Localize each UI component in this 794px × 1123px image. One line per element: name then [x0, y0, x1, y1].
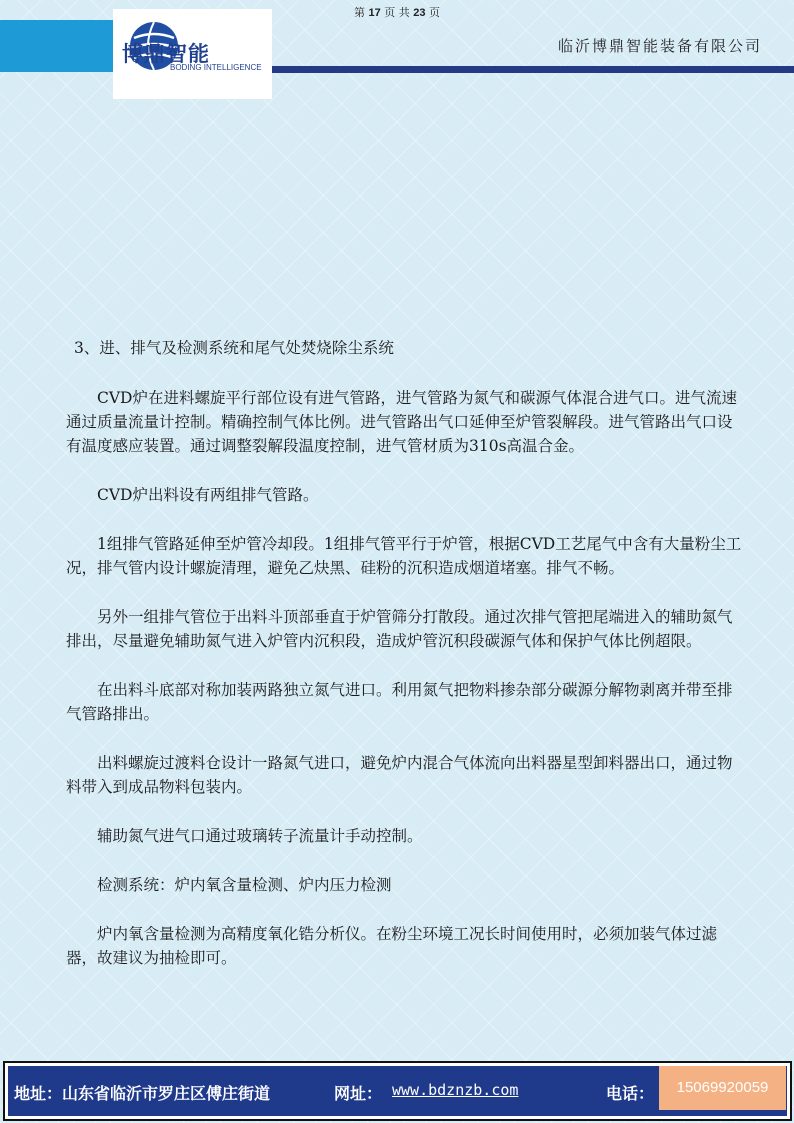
logo-english-text: BODING INTELLIGENCE — [170, 63, 262, 72]
paragraph: 出料螺旋过渡料仓设计一路氮气进口，避免炉内混合气体流向出料器星型卸料器出口，通过物料带入到成品物料包装内。 — [66, 754, 733, 796]
footer-phone-number: 15069920059 — [659, 1066, 786, 1110]
page-counter-suffix: 页 — [429, 6, 440, 19]
paragraph: 辅助氮气进气口通过玻璃转子流量计手动控制。 — [97, 827, 423, 845]
footer-phone-label: 电话： — [606, 1084, 655, 1103]
paragraph: 炉内氧含量检测为高精度氧化锆分析仪。在粉尘环境工况长时间使用时，必须加装气体过滤器，故建议为抽检即可。 — [66, 925, 718, 967]
footer-website-link[interactable]: www.bdznzb.com — [392, 1081, 519, 1099]
paragraph: CVD炉在进料螺旋平行部位设有进气管路，进气管路为氮气和碳源气体混合进气口。进气流速通过质量流量计控制。精确控制气体比例。进气管路出气口延伸至炉管裂解段。进气管路出气口设有温度感应装置。通过调整裂解段温度控制，进气管材质为310s高温合金。 — [66, 389, 737, 455]
footer-website-label: 网址： — [334, 1084, 383, 1103]
paragraph: 检测系统：炉内氧含量检测、炉内压力检测 — [97, 876, 392, 894]
paragraph: 在出料斗底部对称加装两路独立氮气进口。利用氮气把物料掺杂部分碳源分解物剥离并带至排气管路排出。 — [66, 681, 733, 723]
logo-chinese-text: 博鼎智能 — [122, 42, 210, 66]
paragraph: 另外一组排气管位于出料斗顶部垂直于炉管筛分打散段。通过次排气管把尾端进入的辅助氮气排出，尽量避免辅助氮气进入炉管内沉积段，造成炉管沉积段碳源气体和保护气体比例超限。 — [66, 608, 733, 650]
section-heading: 3、进、排气及检测系统和尾气处焚烧除尘系统 — [74, 339, 394, 357]
document-body — [66, 336, 746, 995]
company-name: 临沂博鼎智能装备有限公司 — [557, 37, 762, 55]
footer-address: 地址：山东省临沂市罗庄区傅庄街道 — [14, 1084, 271, 1103]
page-counter-middle: 页 共 — [384, 6, 410, 19]
current-page-number: 17 — [368, 7, 381, 19]
paragraph: 1组排气管路延伸至炉管冷却段。1组排气管平行于炉管，根据CVD工艺尾气中含有大量粉尘工况，排气管内设计螺旋清理，避免乙炔黑、硅粉的沉积造成烟道堵塞。排气不畅。 — [66, 535, 742, 577]
footer-bar — [8, 1066, 787, 1116]
paragraph: CVD炉出料设有两组排气管路。 — [97, 486, 319, 504]
total-pages-number: 23 — [413, 7, 426, 19]
page-counter-prefix: 第 — [354, 6, 365, 19]
footer — [3, 1061, 792, 1121]
header-divider-bar — [272, 66, 794, 73]
